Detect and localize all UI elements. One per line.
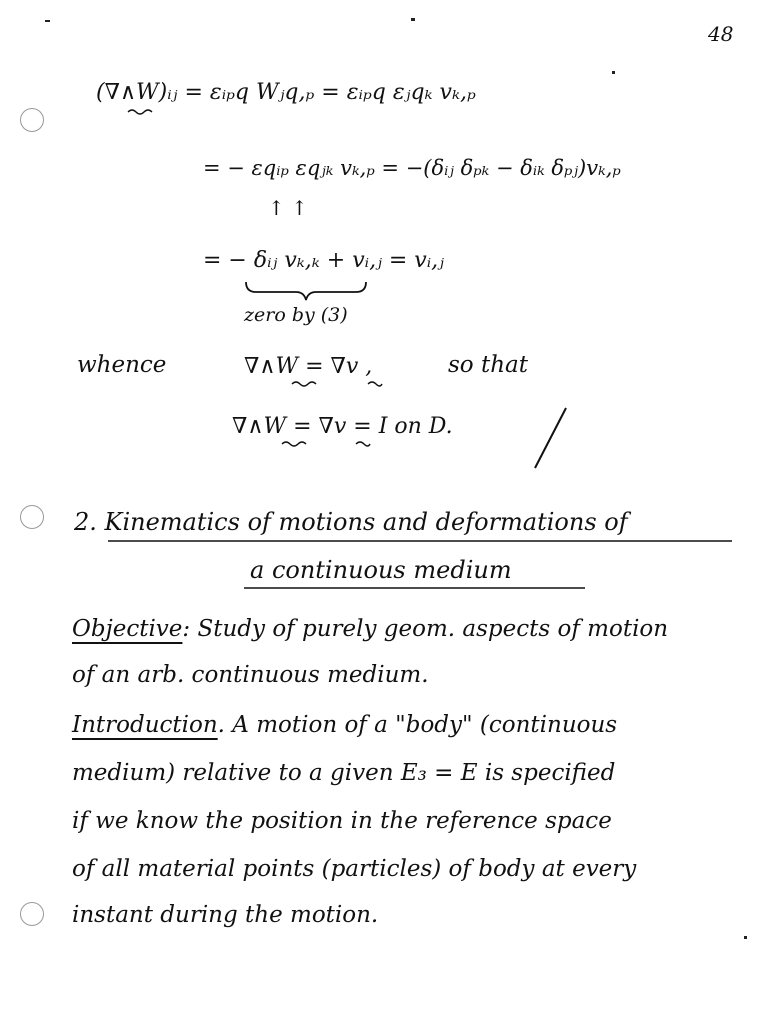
- underbrace: [246, 282, 366, 300]
- introduction-line3: if we know the position in the reference space: [72, 808, 612, 834]
- page-number: 48: [708, 22, 734, 46]
- equation-curl-line5: ∇∧W = ∇v = I on D.: [232, 414, 453, 439]
- tilde-w-line4: [292, 382, 316, 386]
- objective-line1: [72, 616, 668, 642]
- section-title-line2: a continuous medium: [250, 556, 512, 584]
- introduction-line5: instant during the motion.: [72, 902, 379, 928]
- brace-note: zero by (3): [244, 304, 348, 326]
- tilde-v-line5: [356, 442, 370, 446]
- objective-text-1: : Study of purely geom. aspects of motion: [182, 616, 669, 642]
- whence-word: whence: [77, 352, 167, 378]
- tilde-w-line1: [128, 110, 152, 114]
- objective-line2: of an arb. continuous medium.: [72, 662, 429, 688]
- introduction-label: Introduction: [72, 712, 218, 738]
- tilde-v-line4: [368, 382, 382, 386]
- section-title-line1: 2. Kinematics of motions and deformations of: [74, 508, 628, 536]
- index-arrows: ↑ ↑: [268, 196, 308, 220]
- introduction-text-1: . A motion of a "body" (continuous: [217, 712, 618, 738]
- end-slash: [535, 408, 566, 468]
- introduction-line2: medium) relative to a given E₃ = E is specified: [72, 760, 616, 786]
- objective-label: Objective: [72, 616, 183, 642]
- equation-curl-line4: ∇∧W = ∇v ,: [244, 354, 373, 379]
- tilde-w-line5: [282, 442, 306, 446]
- equation-curl-line2: = − ε𝑞ᵢₚ ε𝑞ⱼₖ vₖ,ₚ = −(δᵢⱼ δₚₖ − δᵢₖ δₚⱼ)vₖ,ₚ: [203, 156, 621, 180]
- equation-curl-line1: (∇∧W)ᵢⱼ = εᵢₚ𝑞 Wⱼ𝑞,ₚ = εᵢₚ𝑞 εⱼ𝑞ₖ vₖ,ₚ: [96, 80, 476, 105]
- introduction-line4: of all material points (particles) of body at every: [72, 856, 637, 882]
- so-that-text: so that: [448, 352, 528, 378]
- introduction-line1: [72, 712, 617, 738]
- equation-curl-line3: = − δᵢⱼ vₖ,ₖ + vᵢ,ⱼ = vᵢ,ⱼ: [203, 248, 444, 273]
